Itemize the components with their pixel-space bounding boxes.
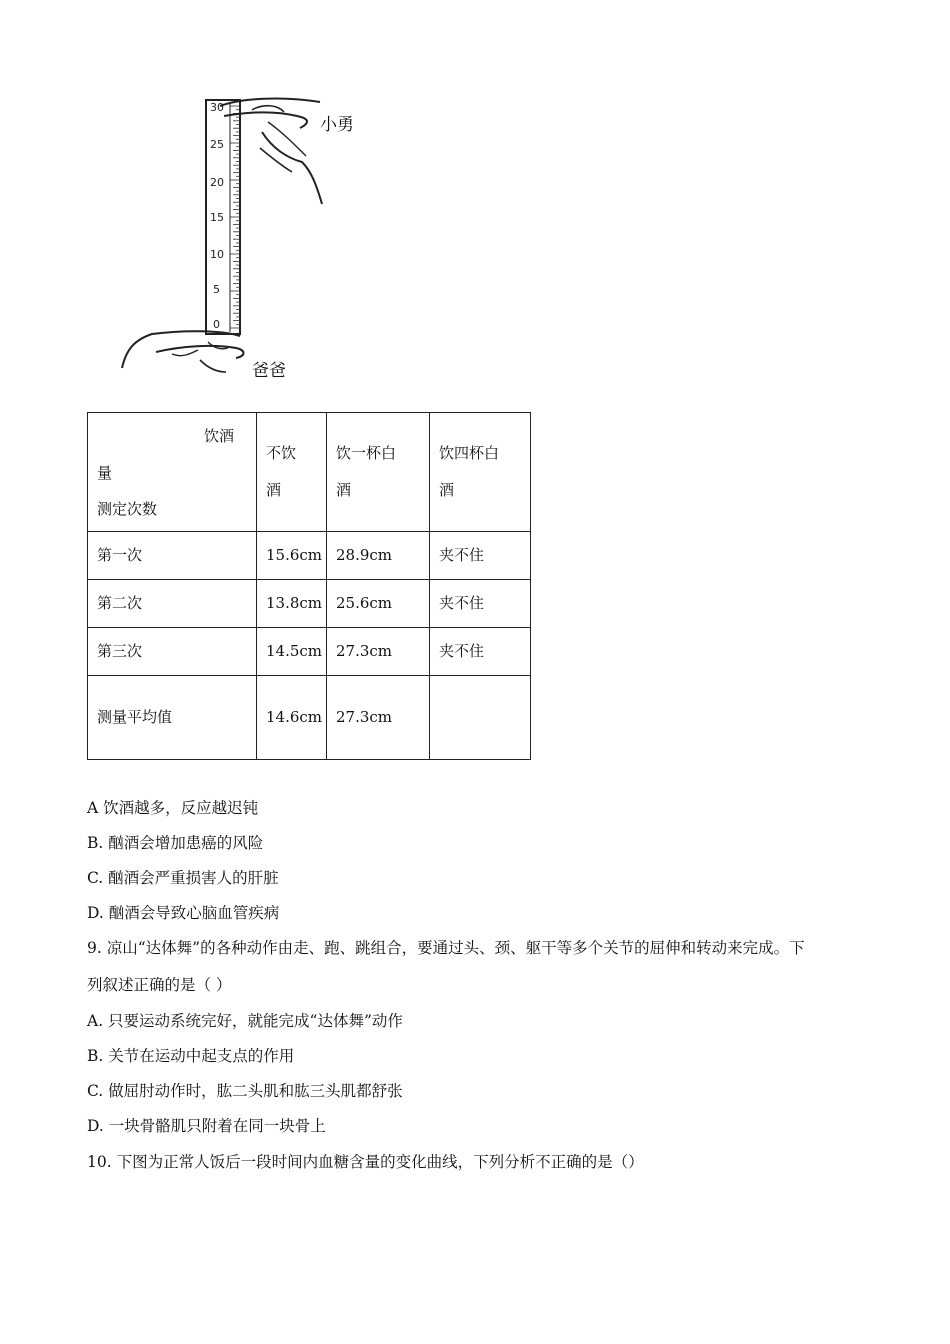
row-label: 第一次	[88, 532, 257, 580]
table-row	[88, 676, 531, 760]
q9-option-d: D. 一块骨骼肌只附着在同一块骨上	[87, 1117, 326, 1135]
ruler-tick-label: 25	[210, 138, 224, 151]
corner-label-drink: 饮酒	[203, 426, 234, 445]
header-cell	[430, 413, 531, 532]
row-label: 测量平均值	[88, 676, 257, 760]
table-cell: 27.3cm	[327, 676, 430, 760]
table-cell: 夹不住	[430, 580, 531, 628]
q8-option-c: C. 酗酒会严重损害人的肝脏	[87, 869, 279, 887]
ruler-figure	[112, 92, 372, 382]
q8-option-d: D. 酗酒会导致心脑血管疾病	[87, 904, 280, 922]
row-label: 第三次	[88, 628, 257, 676]
header-line: 酒	[439, 481, 455, 499]
table-corner-cell	[88, 413, 257, 532]
table-cell: 13.8cm	[257, 580, 327, 628]
table-cell: 15.6cm	[257, 532, 327, 580]
table-cell: 28.9cm	[327, 532, 430, 580]
corner-label-trials: 测定次数	[97, 499, 158, 518]
table-row	[88, 532, 531, 580]
q8-option-b: B. 酗酒会增加患癌的风险	[87, 834, 264, 852]
header-line: 酒	[336, 481, 352, 499]
ruler-tick-label: 0	[213, 318, 220, 331]
q9-option-c: C. 做屈肘动作时，肱二头肌和肱三头肌都舒张	[87, 1082, 403, 1100]
table-header-row	[88, 413, 531, 532]
corner-label-amount: 量	[97, 463, 113, 482]
table-cell	[430, 676, 531, 760]
table-row	[88, 580, 531, 628]
label-xiaoyong: 小勇	[320, 115, 354, 135]
q9-stem-line1: 9. 凉山“达体舞”的各种动作由走、跑、跳组合，要通过头、颈、躯干等多个关节的屈伸和转动来完成。下	[87, 939, 805, 957]
row-label: 第二次	[88, 580, 257, 628]
ruler-tick-label: 20	[210, 176, 224, 189]
drinking-reaction-table	[87, 412, 531, 760]
table-cell: 25.6cm	[327, 580, 430, 628]
q9-option-a: A. 只要运动系统完好，就能完成“达体舞”动作	[87, 1012, 403, 1030]
ruler-tick-label: 5	[213, 283, 220, 296]
ruler-tick-label: 30	[210, 101, 224, 114]
q10-stem: 10. 下图为正常人饭后一段时间内血糖含量的变化曲线，下列分析不正确的是（）	[87, 1153, 644, 1171]
header-line: 不饮	[266, 444, 297, 462]
q8-option-a: A 饮酒越多，反应越迟钝	[87, 799, 259, 817]
header-cell	[327, 413, 430, 532]
ruler-tick-label: 15	[210, 211, 224, 224]
header-line: 饮一杯白	[336, 444, 397, 462]
table-row	[88, 628, 531, 676]
ruler-tick-label: 10	[210, 248, 224, 261]
ruler-illustration	[112, 92, 372, 382]
q9-option-b: B. 关节在运动中起支点的作用	[87, 1047, 295, 1065]
header-line: 饮四杯白	[439, 444, 500, 462]
label-baba: 爸爸	[252, 361, 286, 381]
table-cell: 夹不住	[430, 532, 531, 580]
table-cell: 夹不住	[430, 628, 531, 676]
header-line: 酒	[266, 481, 282, 499]
table-cell: 14.5cm	[257, 628, 327, 676]
header-cell	[257, 413, 327, 532]
q9-stem-line2: 列叙述正确的是（ ）	[87, 976, 232, 994]
table-cell: 14.6cm	[257, 676, 327, 760]
table-cell: 27.3cm	[327, 628, 430, 676]
